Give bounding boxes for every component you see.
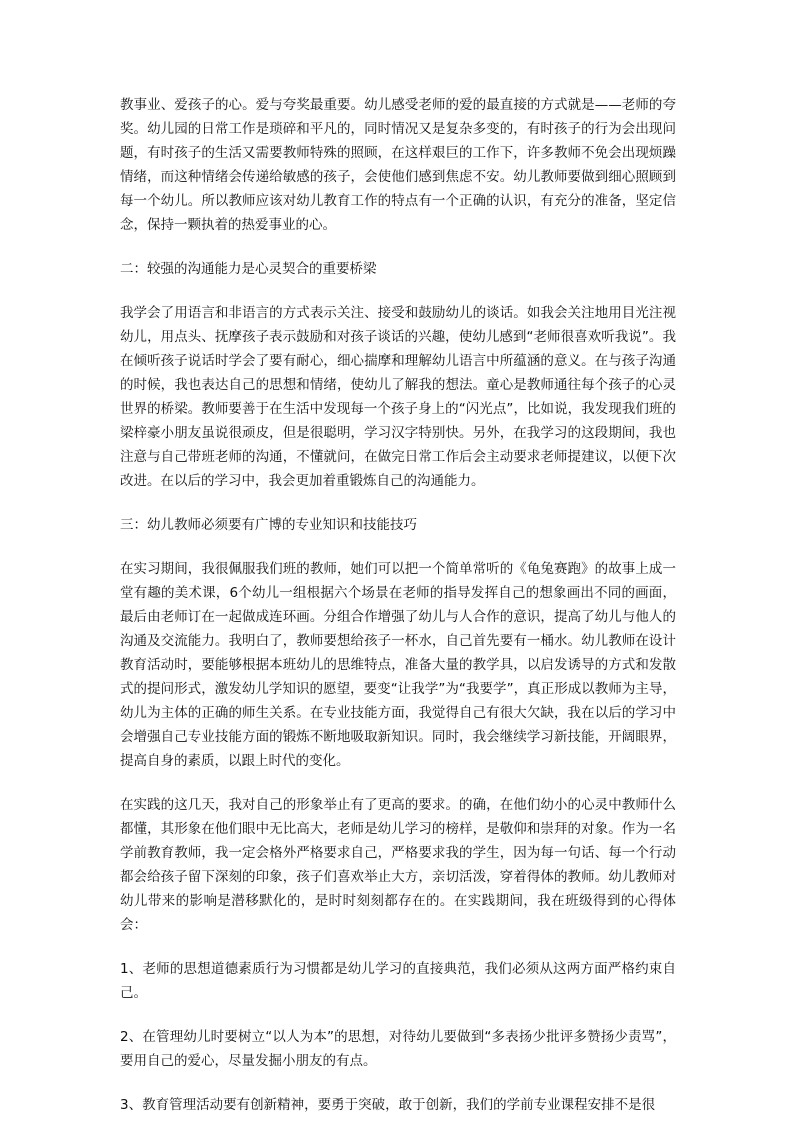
document-body	[120, 93, 676, 1137]
section-heading-communication: 二：较强的沟通能力是心灵契合的重要桥梁	[120, 261, 377, 277]
list-item-3: 3、教育管理活动要有创新精神，要勇于突破，敢于创新，我们的学前专业课程安排不是很	[120, 1097, 656, 1113]
paragraph-teacher-love: 教事业、爱孩子的心。爱与夸奖最重要。幼儿感受老师的爱的最直接的方式就是——老师的夸奖。幼儿园的日常工作是琐碎和平凡的，同时情况又是复杂多变的，有时孩子的行为会出现问题，有时孩子的生活又需要教师特殊的照顾，在这样艰巨的工作下，许多教师不免会出现烦躁情绪，而这种情绪会传递给敏感的孩子，会使他们感到焦虑不安。幼儿教师要做到细心照顾到每一个幼儿。所以教师应该对幼儿教育工作的特点有一个正确的认识，有充分的准备，坚定信念，保持一颗执着的热爱事业的心。	[120, 97, 676, 233]
paragraph-teacher-image: 在实践的这几天，我对自己的形象举止有了更高的要求。的确，在他们幼小的心灵中教师什么都懂，其形象在他们眼中无比高大，老师是幼儿学习的榜样，是敬仰和崇拜的对象。作为一名学前教育教师，我一定会格外严格要求自己，严格要求我的学生，因为每一句话、每一个行动都会给孩子留下深刻的印象，孩子们喜欢举止大方，亲切活泼，穿着得体的教师。幼儿教师对幼儿带来的影响是潜移默化的，是时时刻刻都存在的。在实践期间，我在班级得到的心得体会：	[120, 797, 676, 933]
paragraph-professional-skills: 在实习期间，我很佩服我们班的教师，她们可以把一个简单常听的《龟兔赛跑》的故事上成一堂有趣的美术课，6个幼儿一组根据六个场景在老师的指导发挥自己的想象画出不同的画面，最后由老师订在一起做成连环画。分组合作增强了幼儿与人合作的意识，提高了幼儿与他人的沟通及交流能力。我明白了，教师要想给孩子一杯水，自己首先要有一桶水。幼儿教师在设计教育活动时，要能够根据本班幼儿的思维特点，准备大量的教学具，以启发诱导的方式和发散式的提问形式，激发幼儿学知识的愿望，要变“让我学”为“我要学”，真正形成以教师为主导，幼儿为主体的正确的师生关系。在专业技能方面，我觉得自己有很大欠缺，我在以后的学习中会增强自己专业技能方面的锻炼不断地吸取新知识。同时，我会继续学习新技能，开阔眼界，提高自身的素质，以跟上时代的变化。	[120, 561, 676, 769]
section-heading-professional-skills: 三：幼儿教师必须要有广博的专业知识和技能技巧	[120, 517, 417, 533]
paragraph-communication: 我学会了用语言和非语言的方式表示关注、接受和鼓励幼儿的谈话。如我会关注地用目光注视幼儿，用点头、抚摩孩子表示鼓励和对孩子谈话的兴趣，使幼儿感到“老师很喜欢听我说”。我在倾听孩子说话时学会了要有耐心，细心揣摩和理解幼儿语言中所蕴涵的意义。在与孩子沟通的时候，我也表达自己的思想和情绪，使幼儿了解我的想法。童心是教师通往每个孩子的心灵世界的桥梁。教师要善于在生活中发现每一个孩子身上的“闪光点”，比如说，我发现我们班的梁梓豪小朋友虽说很顽皮，但是很聪明，学习汉字特别快。另外，在我学习的这段期间，我也注意与自己带班老师的沟通，不懂就问，在做完日常工作后会主动要求老师提建议，以便下次改进。在以后的学习中，我会更加着重锻炼自己的沟通能力。	[120, 305, 676, 489]
list-item-1: 1、老师的思想道德素质行为习惯都是幼儿学习的直接典范，我们必须从这两方面严格约束自己。	[120, 961, 676, 1001]
list-item-2: 2、在管理幼儿时要树立“以人为本”的思想，对待幼儿要做到“多表扬少批评多赞扬少责骂”，要用自己的爱心，尽量发掘小朋友的有点。	[120, 1029, 676, 1069]
